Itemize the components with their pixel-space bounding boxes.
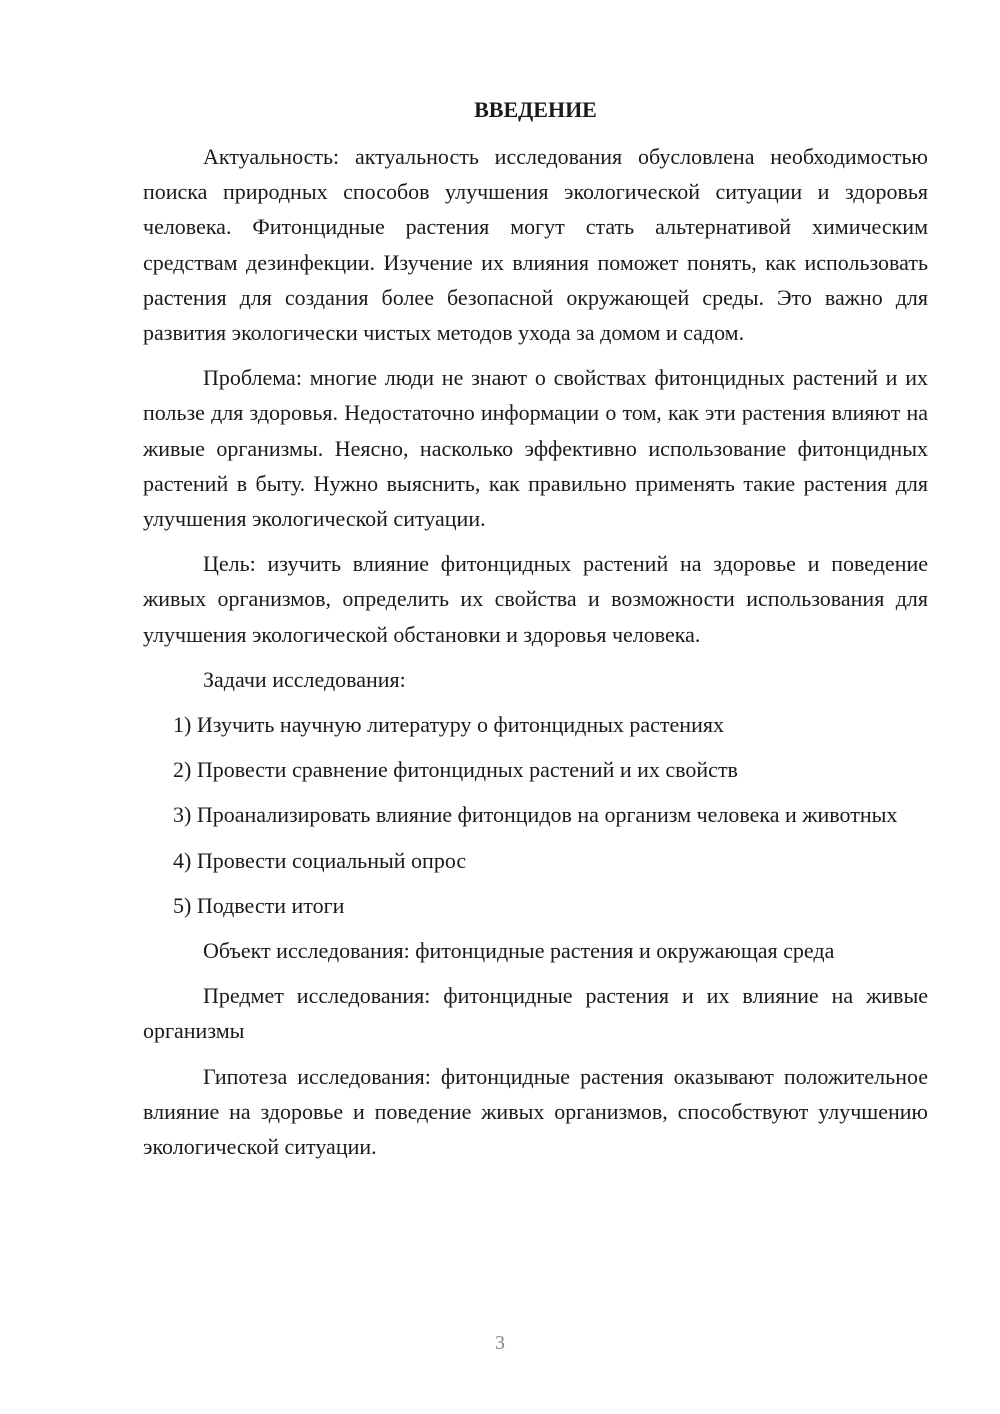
tasks-heading: Задачи исследования:: [203, 666, 406, 692]
task-item-2: 2) Провести сравнение фитонцидных растений и их свойств: [173, 757, 738, 783]
document-page: [143, 95, 928, 1174]
task-item-4: 4) Провести социальный опрос: [173, 847, 467, 873]
hypothesis-paragraph: Гипотеза исследования: фитонцидные растения оказывают положительное влияние на здоровье и поведение живых организмов, способствуют улучшению экологической ситуации.: [143, 1063, 928, 1160]
relevance-paragraph: Актуальность: актуальность исследования обусловлена необходимостью поиска природных способов улучшения экологической ситуации и здоровья человека. Фитонцидные растения могут стать альтернативой химическим средствам дезинфекции. Изучение их влияния поможет понять, как использовать растения для создания более безопасной окружающей среды. Это важно для развития экологически чистых методов ухода за домом и садом.: [143, 144, 928, 346]
task-item-3: 3) Проанализировать влияние фитонцидов на организм человека и животных: [173, 802, 898, 828]
task-item-1: 1) Изучить научную литературу о фитонцидных растениях: [173, 712, 724, 738]
object-paragraph: Объект исследования: фитонцидные растения и окружающая среда: [203, 938, 835, 964]
task-item-5: 5) Подвести итоги: [173, 892, 345, 918]
problem-paragraph: Проблема: многие люди не знают о свойствах фитонцидных растений и их пользе для здоровья. Недостаточно информации о том, как эти растения влияют на живые организмы. Неясно, насколько эффективно использование фитонцидных растений в быту. Нужно выяснить, как правильно применять такие растения для улучшения экологической ситуации.: [143, 365, 928, 532]
goal-paragraph: Цель: изучить влияние фитонцидных растений на здоровье и поведение живых организмов, определить их свойства и возможности использования для улучшения экологической обстановки и здоровья человека.: [143, 551, 928, 647]
subject-paragraph: Предмет исследования: фитонцидные растения и их влияние на живые организмы: [143, 983, 928, 1044]
page-number: 3: [495, 1332, 505, 1354]
document-title: ВВЕДЕНИЕ: [474, 97, 597, 122]
